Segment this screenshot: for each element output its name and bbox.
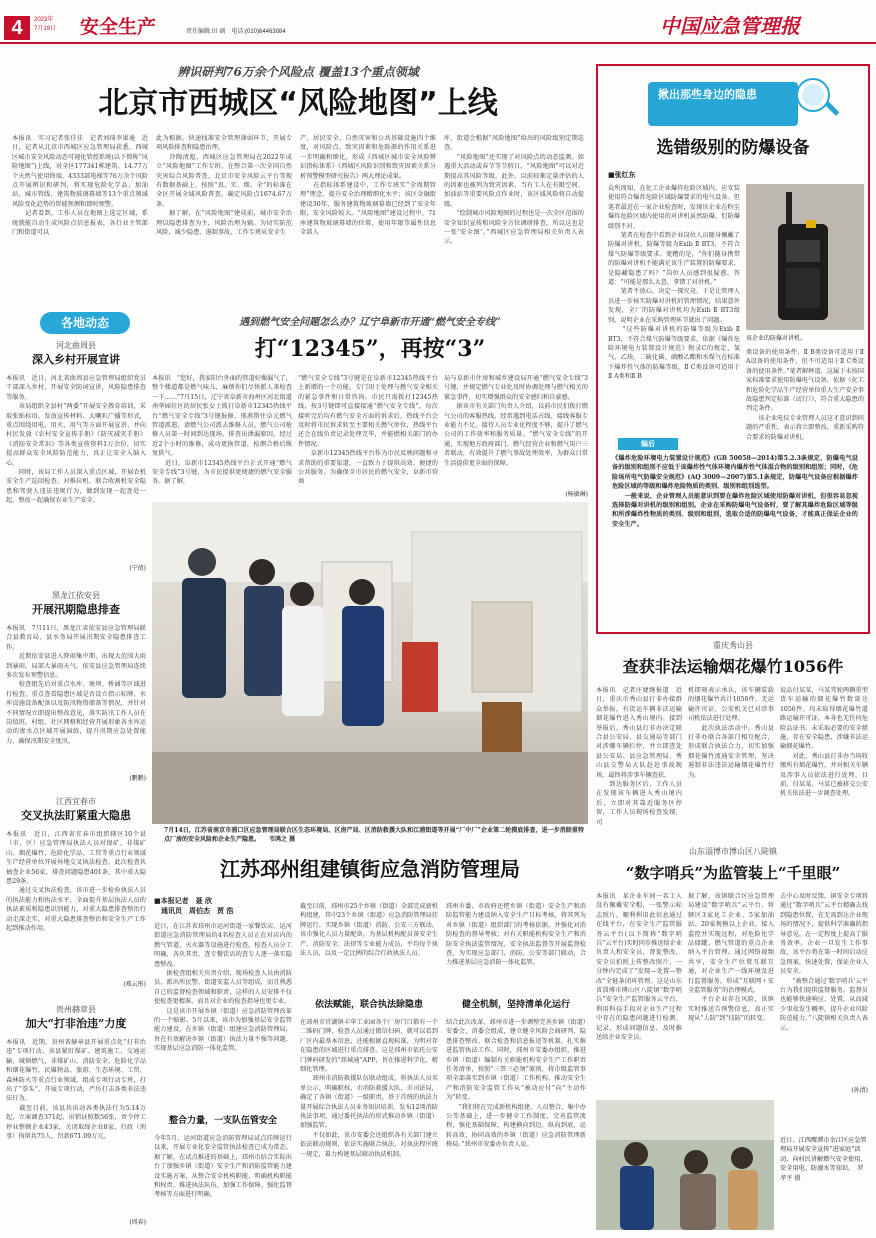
jiangsu-column-3: 邳州市委、市政府还把乡镇（街道）安全生产和消防监管能力建设纳入安全生产目标考核，将其列为对乡镇（街道）组织部门的考核依据，并强化对消防检查的督导考核；对有关职能机构安全生产和消防安全执法监管情况、安全执法监督等开展监督检查，为实现应急部门、消防、公安等部门联动，合力推进基层应急消防一体化监管。: [446, 903, 586, 967]
chongqing-title: 查获非法运输烟花爆竹1056件: [622, 657, 844, 676]
mid-column-3: 局与阜新市住房和城乡建设局开通“燃气安全专线”3号键，并规定燃气专业化及时协调处理与燃气相关的紧急事件，切实增强群众的安全感归和自豪感。 据该市有关部门负责人介绍，以前市民们拨打燃气公司的客服热线，经常遇到电话占线、接线客服专业能力不足、接待人员专业化程度不够，提升了燃气公司的工作效率和服务质量。“燃气安全专线”的开通，实现地方政府部门、燃气经营企业和燃气用户三者联动，有效提升了燃气事故处理效率，为群众日常生活提供更全面的保障。: [444, 375, 588, 467]
side-column: [6, 340, 146, 1230]
jiangsu-column-1b: 今年5月，运河街道应急消防管理局试点挂牌运行以来，开展专业化安全监管执法检查已成为常态。据了解，在试点推进的基础上，邳州市结合实际出台了加强乡镇（街道）安全生产和消防监管能力建设实施方案，从整合安全机构职能、明确机构职能和权责、推进执法队伍、加强工作保障、强化监督考核等方面进行明确。: [154, 1135, 292, 1199]
side-item-signature: (宁倩): [129, 565, 146, 572]
mid-column-2: “燃气安全专线”3号键是在阜新市12345热线平台上新增的一个功能，专门用于处理与燃气安全相关的紧急事件和日常咨询。市民只需拨打12345热线，按3号键即可直接接通“燃气安全专线”。每次接听完后均有燃气安全方面的诉求后，热线平台会及时将市民诉求转至主要相关燃气单位，热线平台还会在线负责记录处理完毕，并能燃相关部门的办件情况。 阜新市12345热线平台作为市民反映问题和寻求帮助的重要渠道，一直致力于提供高效、便捷的公共服务。为确保全市居民的燃气安全，阜新市营商: [298, 375, 438, 486]
walkie-talkie-drawing: [746, 184, 864, 330]
jiangsu-title: 江苏邳州组建镇街应急消防管理局: [220, 857, 520, 881]
editor-note: 《爆炸危险环境电力装置设计规范》(GB 50058—2014)第5.2.3条规定，防爆电气设备的级别和组别不应低于该爆炸性气体环境内爆炸性气体混合物的级别和组别；同时，《危险场所电气防爆安全规范》(AQ 3009—2007)第5.1条规定，防爆电气设备应根据爆炸危险区域的等级和爆炸危险物质的类别、级别和组别选型。 一般来说，企业管理人员能意识到要在爆炸危险区域使用防爆对讲机，但很容易忽视选择防爆对讲机的级别和组别。企业在采购防爆电气设备时，要了解其爆炸危险区域等级和所涉爆炸性物质的类别、级别和组别，选取合适的防爆电气设备，才能真正保证企业的安全生产。: [612, 455, 858, 528]
lead-column-3: 产、居民安全、自然灾害和公共基础设施四个维度，对风险点、致灾因素和危险源的作用关系进一步明确和细化，形成《西城区城市安全风险辨识指标体系》《西城区风险识别和致灾因素关系分析预警模型研究报告》两大理论成果。 在指标体系建设中，工作专班实“全周期管理”理念，提升安全治理精细化水平；该区金融街建设30年，服务建筑物玻璃幕墙已经到了安全年限，安全风险较大。“风险地图”建设过程中，71座建筑物玻璃幕墙的位置，使用年限等属性信息全部入: [300, 135, 436, 237]
inspection-photo-drawing: [152, 502, 588, 824]
side-item-title: 开展汛期隐患排查: [32, 603, 120, 616]
magnifier-icon: [798, 80, 828, 110]
chongqing-region: 重庆秀山县: [713, 641, 753, 650]
side-item-region: 河北曲周县: [56, 341, 96, 350]
side-item-title: 交叉执法盯紧重大隐患: [21, 809, 131, 822]
shandong-column-3: 去中心及时反馈。镇安全专项将通过“数字哨兵”云平台精确去找到隐患位置，在无需到达企业现场的情况下，提供科学准确的指导意见，在一定程度上提高了服务效率。企业一旦发生工作事故，该平台将在第一时间启动应急预案，快速处置，保证企业人员安全。 “被整合通过‘数字哨兵’云平台为我们提供监督服务，监督员也能够快速响应、处置，从而减少事故发生概率，提升企业风险防范能力。”八陡镇相关负责人表示。: [780, 893, 868, 1032]
lead-column-1: 本报讯 实习记者张佳佳 记者刘琦李果通 近日，记者从北京市西城区应急管理局获悉，西城区城市安全风险动态可视化管控系统(以下简称“风险地图”)上线，对全区177341栋建筑、14.77万个天然气使用终端、4333部电梯等76万余个风险点开展辨识和研判，将实现危险化学品、加油站、城市管线、建筑物玻璃幕墙等13个重点领域风险变化趋势的智能预测和即时预警。 记者看到，工作人员在地图上选定区域，系统就能自动生成风险点信息报表，各行业主管部门和街道可以: [12, 135, 148, 237]
mid-column-1: 本报讯 “您好，我家阳台外面的管道好像漏气了，整个楼道都是燃气味儿，麻烦你们尽快派人来检查一下……”7月15日，辽宁省阜新市海州区河北街道南华园社区的居民张女士拨打阜新市12345热线平台“燃气安全专线”3号键报修，邢燕斯往阜元燃气管道派遣，请燃气公司派去维修人员，燃气公司抢修人员第一时间到达现场，排查出泄漏原因，经过近2个小时的维修，成功更换管道，检测合格后恢复供气。 近日，阜新市12345热线平台正式开通“燃气安全专线”3号键，为市民提供更便捷的燃气安全服务。据了解，: [152, 375, 292, 486]
lead-story: [8, 50, 588, 310]
section-name: 安全生产: [80, 17, 157, 38]
feature-body: 众所周知，在化工企业爆炸危险区域内，应安装使用符合爆炸危险区域防爆要求的电气设备。但笔者最近在一家企业检查时，发现该企业在粉尘爆炸危险区域内使用的对讲机虽然防爆，但防爆级别不对。 笔者在检查中看到企业岗位人员随身佩戴了防爆对讲机，防爆等级为Exib Ⅱ BT3，不符合煤气防爆等级要求。更糟的是，“你们随身携带的防爆对讲机不能满足该生产装置的防爆要求，是隐藏隐患了吗？”岗位人员感到很疑惑，答道：“可能是那么大意，拿错了对讲机。” 笔者不放心，决定一探究竟，于是让管理人员进一步核实防爆对讲机的管理情况，结果意外发现，全厂的防爆对讲机均为Exib Ⅱ BT3级别，说明企业在采购管理环节就出了问题。 “这些防爆对讲机的防爆等级为Exib Ⅱ BT3，不符合煤气防爆等级要求，依据《爆炸危险环境电力装置设计规范》附录C的规定，氢气、乙炔、二硫化碳、硝酸乙酯和水煤气在标准下爆炸性气体的防爆等级，Ⅱ C类设备可适用于Ⅱ A类和Ⅱ B: [608, 185, 740, 381]
inspection-photo: [152, 502, 588, 824]
side-item-title: 深入乡村开展宣讲: [32, 353, 120, 366]
jiangsu-column-3b: 结合此次改革，邳州市进一步调整完善乡镇（街道）安委会、消委会组成，建立健全风险会商研判、隐患排查整改、联合检查和信息报送等机制，扎实推进监管执法工作。同时，邳州市安委办组织，推进乡镇（街道）编制有关职能机构安全生产工作职责任务清单，按照“三管三必须”原则，将市级监管事项全部落实到乡镇（街道）工作机构，推动安全生产和消防安全监管工作从“被动应付”向“主动作为”转变。 “我们将在完成新机构组建、人员整合、集中办公等基础上，进一步健全工作制度，完善监管流程，强化基础保障，构建横向到边、纵向到底，运转高效、协同高效的乡镇（街道）应急消防管理新格局。”邳州市安委办负责人说。: [446, 1019, 586, 1149]
feature-banner-text: 揪出那些身边的隐患: [658, 89, 757, 101]
jiangsu-story: [150, 852, 590, 1232]
chongqing-column-2: 机即刻表示承认，该车辆装载的烟花爆竹共计1056件，无运输许可证，公安机关已对涉事司机依法进行处理。 此次执法活动中，秀山县打非办联合各部门相互配合，形成联合执法合力，切实加强烟花爆竹流通安全管理，坚决遏制非法违法运输烟花爆竹行为。: [688, 687, 774, 779]
lead-kicker: 辨识研判76万余个风险点 覆盖13个重点领域: [177, 65, 419, 79]
jiangsu-column-2b: 在邳州市官湖镇丰华工业园各个厂房门口都有一个二维码门牌，检查人员通过微信扫码，就可以看到厂区内最基本信息，还能根据直观标准，为明对存在隐患的区域进行重点排查。这是邳州市依托公安门牌码研发的“邳城通”APP，旨在推进科学化、精细化管理。 邳州市消防救援队伍联动组成，将执法人员名单公示，明确职权，市消防救援大队、市司法局，确定了各镇（街道）一级职责，基于首统的执法力量开展综合执法人员业务知识培训，发布12项消防执法事项，通过委托执法的形式推动乡镇（街道）加强监管。 不仅如此，该市安委会还组织各有关部门建立依法联动规则，依法实施联合执法，对执法程序统一规定，着力构建基层联动执法机制。: [300, 1019, 438, 1158]
side-item-region: 江西宜春市: [56, 797, 96, 806]
chongqing-column-3: 说品付某某，马某驾驶两辆重型货车运输的烟花爆竹数量达1056件，均未取得烟花爆竹道路运输许可证，本身也无任何危险品证书。未采取必要的安全措施，存在安全隐患，涉嫌非法运输烟花爆竹。 对此，秀山县打非办当场收缴所有烟花爆竹，并对相关车辆及涉事人员依法进行处理。目前，付某某、马某已被移交公安机关依法进一步调查处理。: [780, 687, 868, 798]
side-item-title: 加大“打非治违”力度: [25, 1017, 127, 1030]
shandong-story: [596, 846, 870, 1232]
jiangsu-subhead-3: 健全机制，坚持清单化运行: [461, 1000, 570, 1010]
editor-info: 责任编辑:田 硕 电话:(010)64463084: [186, 29, 286, 35]
side-item-signature: (周春): [129, 1219, 146, 1226]
family-safety-drawing: [596, 1100, 774, 1230]
lead-column-2: 此为根据，快速找准安全管理薄弱环节，开展专项风险排查和隐患治理。 冷陶清彪，西城区应急管理局在2022年成立“风险地图”工作专班，在整合第一次全国自然灾害综合风险普查、北京市安全风险云平台等现有数据基础上，按照“真、实、细、全”的标准在全区开展全域风险普查，确定风险点1674.67万条。 据了解，在“风险地图”建成前，城市安全治理以隐患排查为主，风险治理为辅。为切实防范风险、减少隐患，遏制事故，工作专班从安全生: [156, 135, 292, 237]
chongqing-column-1: 本报讯 记者庄婕继报道 近日，重庆市秀山县打非办接群众举报，有货运车辆非法运输烟花爆竹进入秀山境内。接到举报后，秀山县打非办决定联合县公安局、县交通局等部门对涉嫌车辆拦停，并立即查处县公安局、县应急管理局、秀山县交警局大队赶赴事故现场，最终将涉事车辆查获。 到达服务区后，工作人员在发现该车辆进入秀山境内后，立即对其靠近服务区停留，工作人员现场检查发现，司: [596, 687, 682, 826]
shandong-title: “数字哨兵”为监管装上“千里眼”: [625, 864, 841, 882]
walkie-talkie-photo-caption: 该企业的防爆对讲机。: [746, 335, 807, 342]
side-item-region: 贵州赫章县: [56, 1005, 96, 1014]
jiangsu-byline: ■本报记者 聂 欣 通讯员 周伯杰 贾 浩: [154, 896, 234, 915]
side-item-body: 本报讯 近日，河北省曲周县应急管理局组织党员干部深入乡村，开展安全防词宣讲，风险隐患排查等服务。 该局组织全县村“两委”开展安全教育培训，采取张贴标语、发放宣传材料、大喇叭广播等形式，重点围绕用电、用火、用气等方面开展宣讲，并向村民发放《农村安全宣传手册》《防灾减灾手册》《消防安全常识》等各类宣传资料1万余份，切实提高群众安全风险防范能力，真正让安全入脑入心。 同时，该局工作人员深入重点区域，开展农机安全生产巡回检查，对推拉机、联合收割机安全隐患和驾驶人违法违规行为，做到发现一起查处一起，整改一起确保农业生产安全。: [6, 375, 146, 505]
feature-title: 选错级别的防爆设备: [656, 138, 810, 158]
family-safety-photo-caption: 近日，江西鹰潭市余江区应急管理局开展安全宣传“进家庭”活动，向村民讲解燃气安全使用、安全用电、防溺水等知识。 罗孝平 摄: [780, 1137, 867, 1182]
photo-caption: 7月14日，江苏省南京市浦口区应急管理局联合区生态环境局、区房产局、区消防救援大队和江浦街道等开展“厂中厂”企业第二轮摸底排查，进一步消除重特点厂房的安全风险和企业生产隐患。 韦鸿之 摄: [164, 827, 584, 843]
side-item-body: 本报讯 近期，贵州省赫章县开展重点化“打非治违”专项行动。该县紧盯煤矿、建筑施工、交通运输、城镇燃气、非煤矿山、消防安全、危险化学品和烟花爆竹，民爆物品、旅游、生态环境、工贸、森林防火等重点行业领域，组成专项行动专班，打出了“拳头”，开展专项行动，严厉打击各类非法违法行为。 截至目前，该县共出动各类执法行为5.14万起，立案调查371起，吊销证照数56张，责令停工停业整顿企业43家，关闭取缔企业8家，行政（刑事）拘留共75人，罚款671.09万元。: [6, 1039, 146, 1141]
feature-box: [596, 64, 870, 634]
shandong-signature: (孙清): [851, 1087, 868, 1094]
mid-kicker: 遇到燃气安全问题怎么办？辽宁阜新市开通“燃气安全专线”: [239, 317, 501, 328]
regional-news-badge: 各地动态: [40, 312, 130, 334]
side-item-signature: (鹏鹏): [129, 775, 146, 782]
magnifier-handle-icon: [825, 101, 840, 116]
shandong-column-1: 本报讯 某企业车间一名工人没有佩戴安全帽，一张警示标志照片，顺利利用此信息通过在线平台，在安全生产监管服务云平台(以下简称“数字哨兵”云平台)实时同步推送给企业负责人和安全员，督促整改，安全员拍照上传整改照片，一分钟内完成了“发现—处置—整改”全链条闭环管理。这是山东省淄博市博山区八陡镇“数字哨兵”安全生产监管服务云平台，利用科技手段对企业生产过程中存在的隐患问题进行检测、记录、形成问题信息，及时推送给企业安全员。: [596, 893, 683, 1042]
side-item: [6, 1004, 146, 1230]
mid-story: [150, 316, 590, 500]
shandong-column-2: 据了解，该镇联合区应急管理局建设“数字哨兵”云平台，将辖区3家化工企业、5家加油站、20家规模以上企业，接入监控并实现远程，对危险化学品储罐、燃气管道的重点企业纳入平台管理。通过网络视频共享，安全生产位置互联互通，对企业生产一线环境及进行监督服务，形成“互联网＋安全监管服务”的治理模式。 平台企业存在风险，该镇实时推送告预警信息，真正实现从“人防”到“技防”的转变。: [688, 893, 774, 1023]
side-item: [6, 796, 146, 992]
jiangsu-subhead-1: 整合力量，一支队伍管安全: [168, 1116, 277, 1126]
editor-note-label: 编后: [618, 438, 678, 450]
feature-body-2: 类设备的使用条件，Ⅱ B类设备可适用于Ⅱ A设备的使用条件，但不可适用于Ⅱ C类设备的使用条件。”笔者解释道，这属于未按国家标准要求使用防爆电气设备，依据《化工和危险化学品生产经营单位重大生产安全事故隐患判定标准（试行）》，符合重大隐患的判定条件。 该企业电仪专业管理人员这才意识到问题的严重性，表示将立即整改，重新采购符合要求的防爆对讲机。: [746, 349, 864, 441]
shandong-region: 山东淄博市博山区八陡镇: [689, 847, 777, 856]
walkie-talkie-photo: [746, 184, 864, 330]
lead-column-4: 库，街道会根据“风险地图”给出的风险级别定期巡查。 “风险地图”还实现了对风险点的动态监测。如遇重大活动或春节等节假日，“风险地图”可以对近期提高其风险等级，此外，以前较难定量评估的人的因素也被列为致灾因素，当有工人在有限空间、加油站等重要风险点作业时，该区域风险将自动提级。 “绘制城市风险地图的过程也是一次全区范围的安全知识宣传和风险全方位调研排查，所以这也是一张‘安全图’。”西城区应急管理局相关负责人表示。: [444, 135, 584, 246]
side-item: [6, 340, 146, 572]
side-item-body: 本报讯 近日，江西省宜春市组织辖区10个县（市、区）应急管理局执法人员对保矿、非煤矿山、烟花爆竹、危险化学品、工贸等重点行业领域生产经营单位开展异地交叉执法检查。此次检查共抽查企业56家，排查问题隐患401条，其中重大隐患29条。 通过交叉执法检查，该市进一步检验执法人员的执法能力和执法水平，全面提升基层执法人员的执法素质和隐患识别能力，对重大隐患排查整治行动走深走实，对重大隐患排查整治和安全生产工作起到推动作用。: [6, 831, 146, 933]
mid-signature: (杨敏琳): [565, 491, 588, 498]
jiangsu-column-2: 截至目前，邳州市25个乡镇（街道）全部完成新机构组建，其中23个乡镇（街道）应急消防管理局挂牌运行，实现乡镇（街道）消防、公安三方联动。该市强化人员力量配备，为基层机构配员备安全生产、消防安全、法律等专业能力成员，平均每个执法人员，以及一定比例的综合行政执法人员。: [300, 903, 438, 958]
family-safety-photo: [596, 1100, 774, 1230]
feature-author: ■张红东: [608, 170, 636, 179]
mid-title: 打“12345”，再按“3”: [254, 336, 486, 362]
side-item: [6, 590, 146, 786]
page-header: [0, 0, 876, 44]
newspaper-logo: 中国应急管理报: [660, 14, 800, 38]
lead-title: 北京市西城区“风险地图”上线: [98, 86, 498, 121]
chongqing-story: [596, 640, 870, 840]
issue-date: 2023年 7月19日: [34, 17, 57, 32]
side-item-region: 黑龙江依安县: [52, 591, 100, 600]
page-number: 4: [4, 16, 30, 40]
side-item-body: 本报讯 7月11日，黑龙江省依安县应急管理局联合县教育局、县水务局开展汛期安全隐患排查工作。 近期依安县进入降雨集中期，出现大范围大雨到暴雨，局部大暴雨天气。依安县应急管理局连续多次发布预警信息。 检查组先后对重点水库、塘坝、桥涵等区域进行检查，重点查看隐患区域是否设立指示标牌，水库设施设备配备以及防汛物资储备等情况，并针对不同情况立即提出整改意见，落实防汛工作人员在岗值班，村组、社区网格和经营开展形象各水库运动的渗水点区域开展演练，提升汛期应急处置能力，确保汛期安全度汛。: [6, 625, 146, 745]
jiangsu-subhead-2: 依法赋能，联合执法除隐患: [314, 1000, 423, 1010]
side-item-signature: (郑云彤): [123, 981, 146, 988]
feature-banner: [648, 82, 798, 126]
jiangsu-column-1: 近日，在江苏省邳州市运河街道一家餐饮店，运河街道应急消防管理局的4名检查人员正在对店内的燃气管道、灭火器等设施进行检查。检查人员分工明确，各负其责，查专餐饮店的查专人逐一落实隐患整改。 据检查组相关负责介绍，现场检查人员由消防员、派出所民警、街道安监人员等组成，而且熟悉自己的监督检查领域和职责，这样的人员安排不仅使检查更精准，而且对企业的检查指导也更专业。 这是该市开展乡镇（街道）应急消防管理改革的一个缩影。5月以来，该市为加强基层安全监管能力建设，在乡镇（街道）组建应急消防管理局，旨在有效解决乡镇（街道）执法力量不强等问题，实现基层应急消防一体化监管。: [154, 923, 292, 1053]
